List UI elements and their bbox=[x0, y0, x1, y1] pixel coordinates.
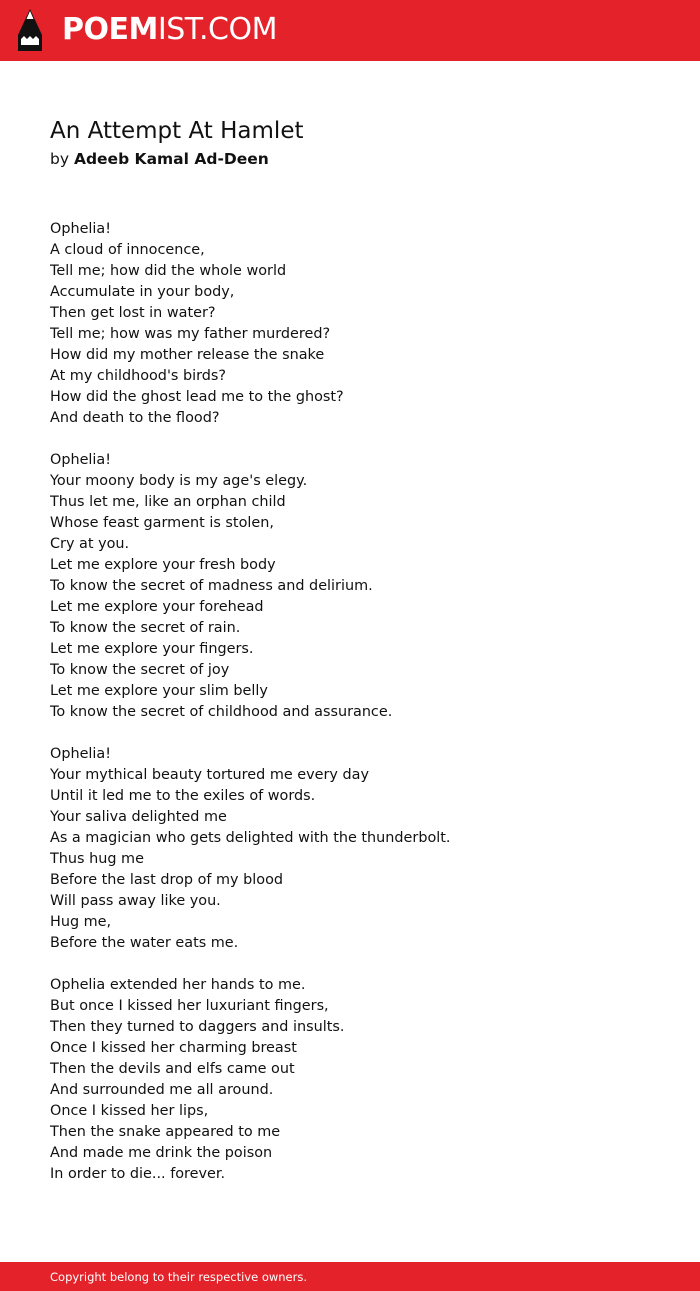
poem-line: Thus hug me bbox=[50, 851, 144, 867]
site-footer bbox=[0, 1262, 700, 1291]
copyright-text: Copyright belong to their respective owners. bbox=[50, 1270, 308, 1284]
by-label: by bbox=[50, 150, 70, 168]
poem-line: Ophelia! bbox=[50, 221, 112, 237]
poem-line: Will pass away like you. bbox=[50, 893, 221, 909]
poem-line: But once I kissed her luxuriant fingers, bbox=[50, 998, 329, 1014]
poem-line: Accumulate in your body, bbox=[50, 284, 235, 300]
poem-line: Then get lost in water? bbox=[50, 305, 216, 321]
poem-line: Thus let me, like an orphan child bbox=[50, 494, 286, 510]
poem-line: Your moony body is my age's elegy. bbox=[50, 473, 308, 489]
poem-author: Adeeb Kamal Ad-Deen bbox=[73, 150, 269, 168]
poem-line: To know the secret of childhood and assurance. bbox=[50, 704, 393, 720]
poem-line: To know the secret of madness and delirium. bbox=[50, 578, 373, 594]
poem-line: Until it led me to the exiles of words. bbox=[50, 788, 316, 804]
poem-title: An Attempt At Hamlet bbox=[50, 118, 304, 144]
poem-line: In order to die... forever. bbox=[50, 1166, 226, 1182]
poem-line: Once I kissed her lips, bbox=[50, 1103, 209, 1119]
site-header bbox=[0, 0, 700, 61]
poem-line: Cry at you. bbox=[50, 536, 130, 552]
poem-line: And surrounded me all around. bbox=[50, 1082, 274, 1098]
poem-stanza bbox=[50, 450, 670, 723]
poem-line: As a magician who gets delighted with the thunderbolt. bbox=[50, 830, 451, 846]
poem-line: Before the water eats me. bbox=[50, 935, 239, 951]
poem-line: How did my mother release the snake bbox=[50, 347, 325, 363]
poem-line: Ophelia! bbox=[50, 746, 112, 762]
poem-line: Ophelia extended her hands to me. bbox=[50, 977, 306, 993]
poem-line: Once I kissed her charming breast bbox=[50, 1040, 297, 1056]
poem-line: Let me explore your fingers. bbox=[50, 641, 254, 657]
poem-line: How did the ghost lead me to the ghost? bbox=[50, 389, 344, 405]
poem-line: Tell me; how did the whole world bbox=[50, 263, 287, 279]
poem-line: Whose feast garment is stolen, bbox=[50, 515, 274, 531]
site-logo-text[interactable] bbox=[62, 10, 277, 50]
poem-line: To know the secret of rain. bbox=[50, 620, 241, 636]
poem-line: At my childhood's birds? bbox=[50, 368, 227, 384]
brand-light-text: IST.COM bbox=[157, 12, 277, 47]
poem-stanza bbox=[50, 219, 670, 429]
poem-line: Let me explore your forehead bbox=[50, 599, 264, 615]
poem-line: Your mythical beauty tortured me every day bbox=[50, 767, 369, 783]
poem-line: And death to the flood? bbox=[50, 410, 220, 426]
poem-line: Then the snake appeared to me bbox=[50, 1124, 281, 1140]
poem-line: Let me explore your fresh body bbox=[50, 557, 276, 573]
poem-line: Ophelia! bbox=[50, 452, 112, 468]
pencil-tip-icon[interactable] bbox=[18, 9, 42, 51]
poem-line: A cloud of innocence, bbox=[50, 242, 205, 258]
poem-line: Your saliva delighted me bbox=[50, 809, 227, 825]
poem-line: Let me explore your slim belly bbox=[50, 683, 268, 699]
poem-line: Tell me; how was my father murdered? bbox=[50, 326, 331, 342]
poem-byline bbox=[50, 148, 269, 170]
poem-line: Then the devils and elfs came out bbox=[50, 1061, 295, 1077]
poem-line: Then they turned to daggers and insults. bbox=[50, 1019, 345, 1035]
poem-line: Before the last drop of my blood bbox=[50, 872, 284, 888]
poem-line: And made me drink the poison bbox=[50, 1145, 273, 1161]
poem-body bbox=[50, 219, 670, 1206]
poem-stanza bbox=[50, 744, 670, 954]
poem-line: Hug me, bbox=[50, 914, 112, 930]
brand-bold-text: POEM bbox=[62, 12, 158, 47]
poem-stanza bbox=[50, 975, 670, 1185]
poem-line: To know the secret of joy bbox=[50, 662, 230, 678]
